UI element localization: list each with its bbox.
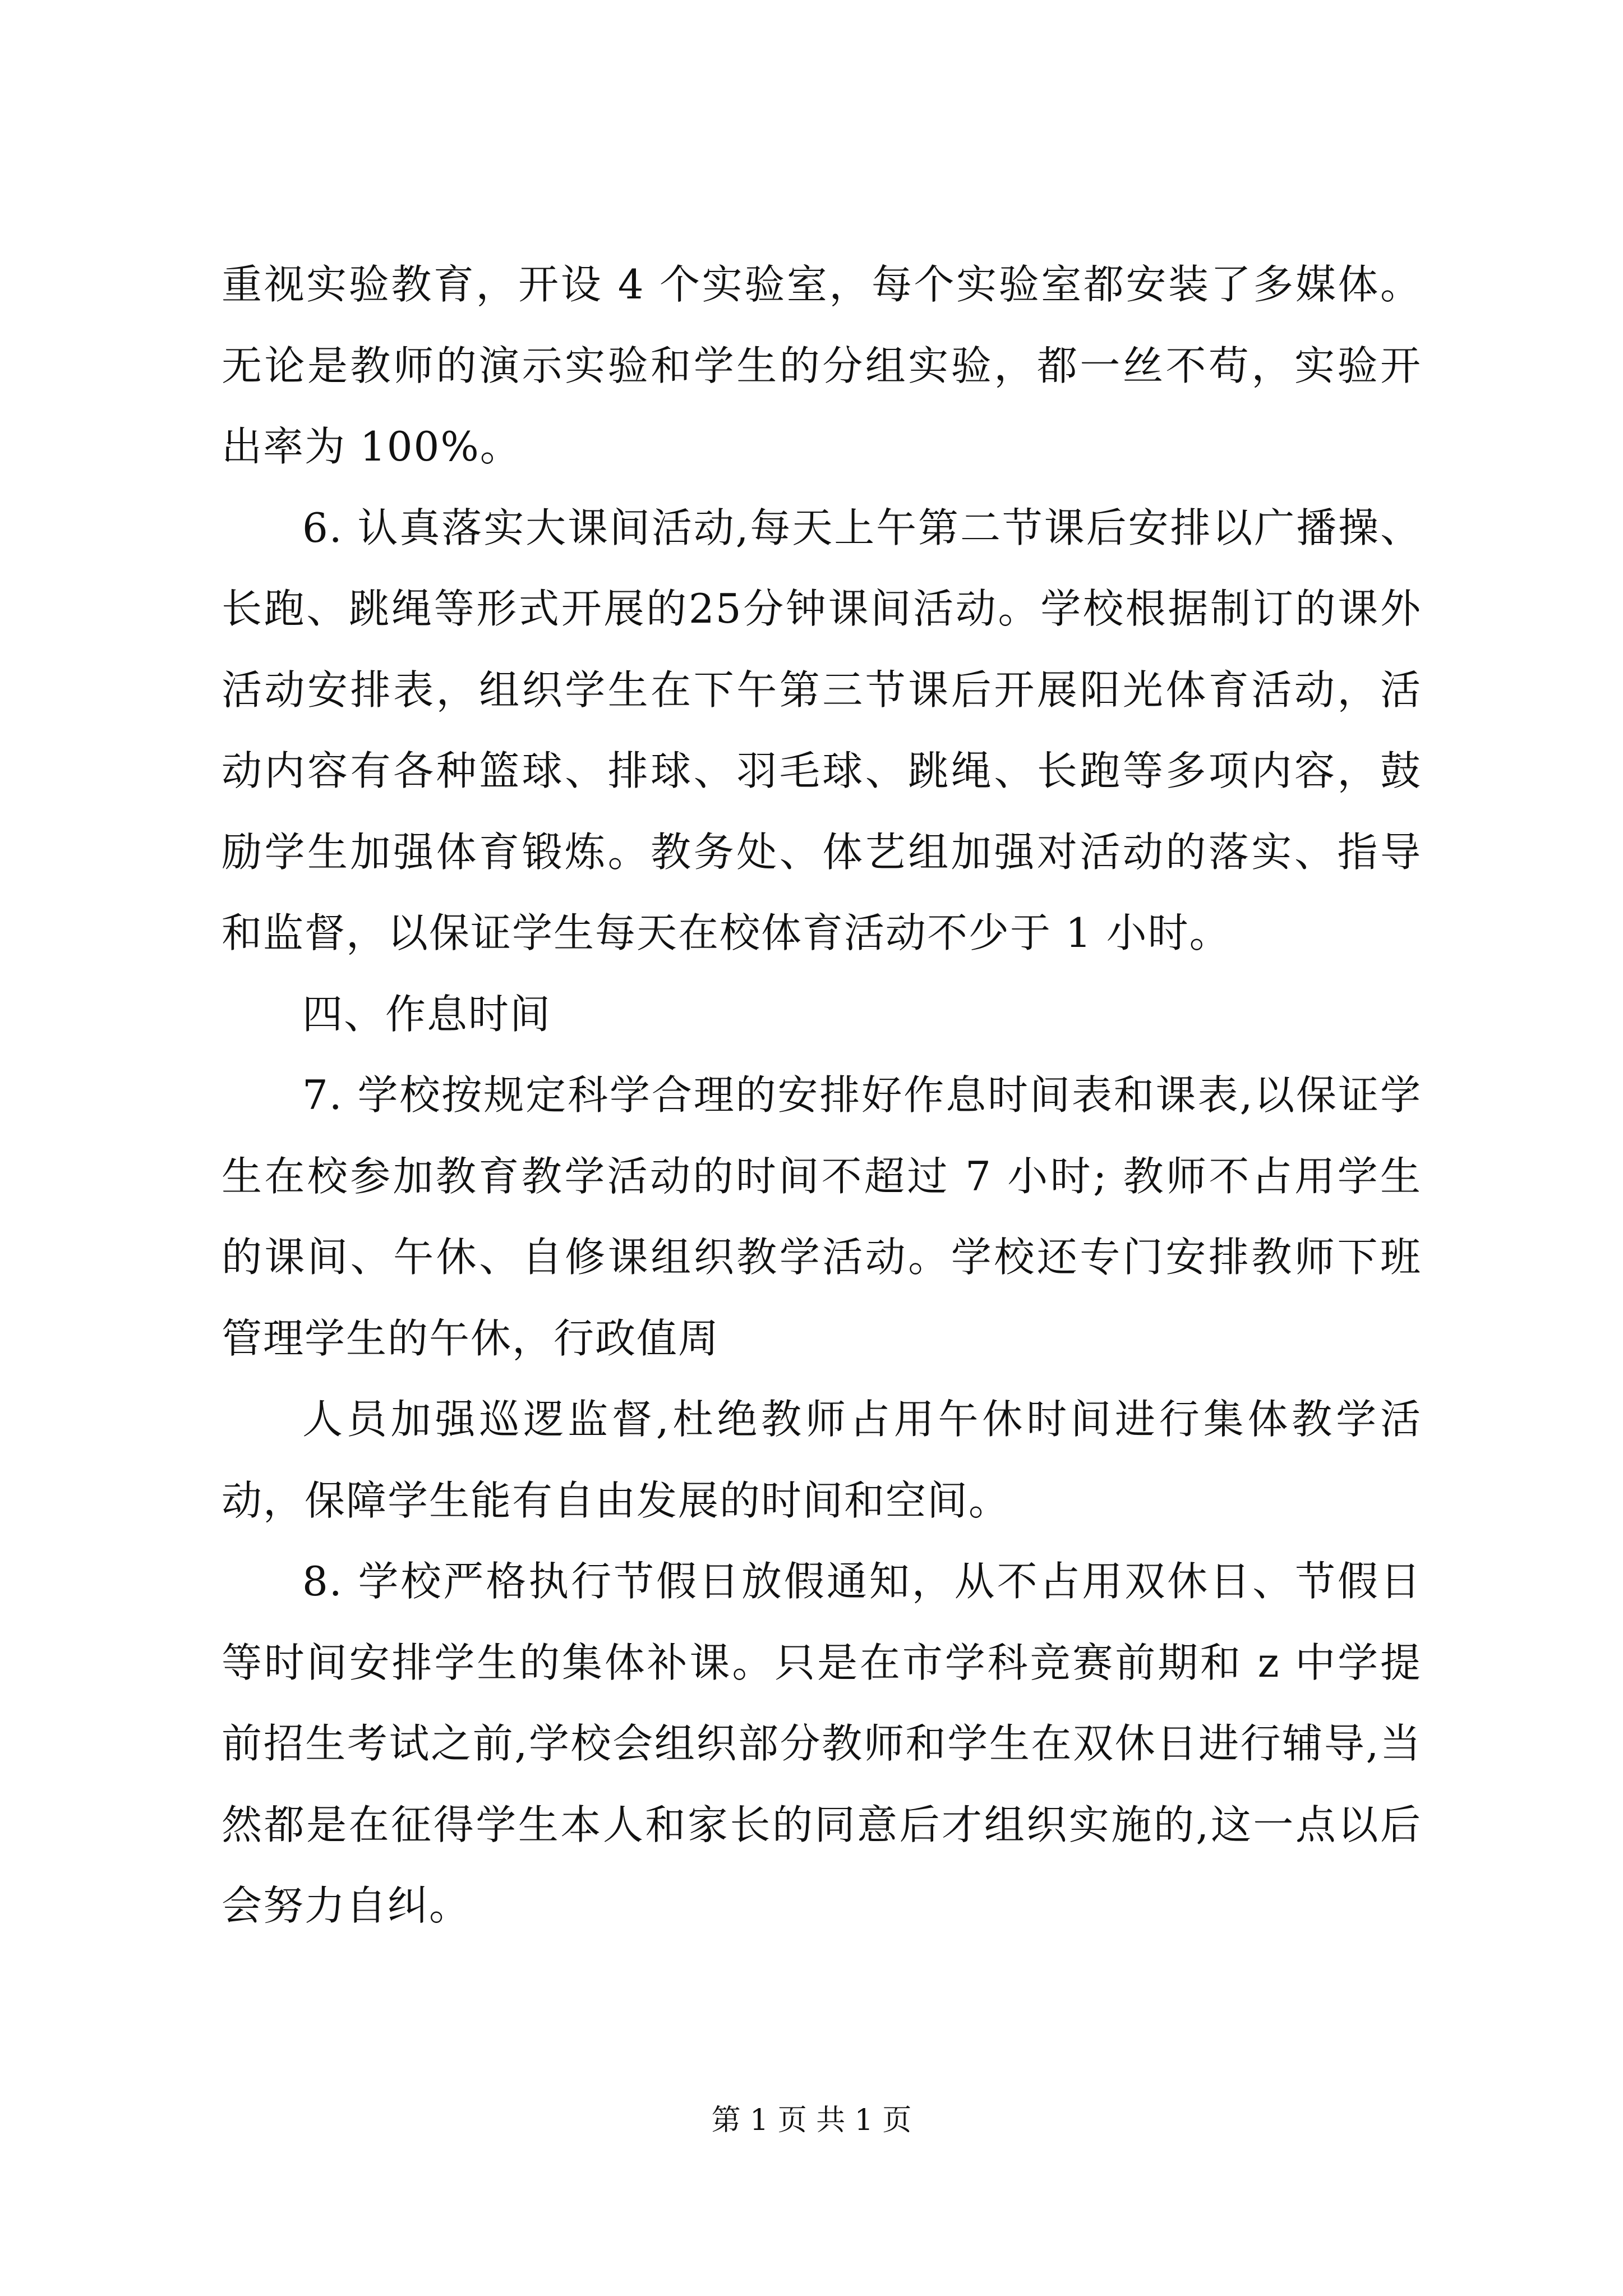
document-body — [222, 244, 1422, 1947]
paragraph-item-7: 7. 学校按规定科学合理的安排好作息时间表和课表,以保证学生在校参加教育教学活动的时间不超过 7 小时; 教师不占用学生的课间、午休、自修课组织教学活动。学校还专门安排教师下班管理学生的午休，行政值周 — [222, 1071, 1422, 1362]
paragraph-patrol-supervision: 人员加强巡逻监督,杜绝教师占用午休时间进行集体教学活动，保障学生能有自由发展的时间和空间。 — [222, 1396, 1422, 1524]
paragraph-item-6: 6. 认真落实大课间活动,每天上午第二节课后安排以广播操、长跑、跳绳等形式开展的25分钟课间活动。学校根据制订的课外活动安排表，组织学生在下午第三节课后开展阳光体育活动，活动内容有各种篮球、排球、羽毛球、跳绳、长跑等多项内容，鼓励学生加强体育锻炼。教务处、体艺组加强对活动的落实、指导和监督，以保证学生每天在校体育活动不少于 1 小时。 — [222, 504, 1422, 956]
paragraph-item-8: 8. 学校严格执行节假日放假通知，从不占用双休日、节假日等时间安排学生的集体补课。只是在市学科竞赛前期和 z 中学提前招生考试之前,学校会组织部分教师和学生在双休日进行辅导,当然都是在征得学生本人和家长的同意后才组织实施的,这一点以后会努力自纠。 — [222, 1558, 1422, 1929]
section-heading-schedule: 四、作息时间 — [302, 990, 552, 1038]
paragraph-experiment-education: 重视实验教育，开设 4 个实验室，每个实验室都安装了多媒体。无论是教师的演示实验和学生的分组实验，都一丝不苟，实验开出率为 100%。 — [222, 261, 1422, 470]
page-footer: 第 1 页 共 1 页 — [711, 2104, 912, 2137]
